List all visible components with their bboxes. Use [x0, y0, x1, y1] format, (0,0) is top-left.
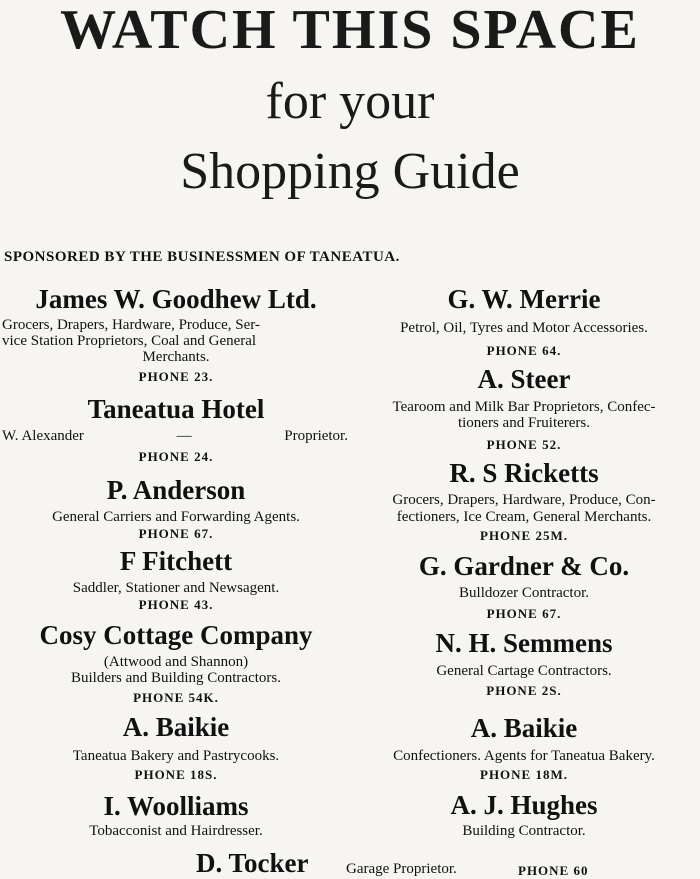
business-name-ricketts: R. S Ricketts: [449, 458, 599, 488]
headline-for-your: for your: [265, 73, 435, 130]
business-name-tocker: D. Tocker: [196, 848, 309, 878]
business-name-fitchett: F Fitchett: [119, 546, 233, 576]
business-desc-baikie-right: Confectioners. Agents for Taneatua Bakery.: [393, 748, 655, 764]
business-desc-goodhew-3: Merchants.: [142, 349, 210, 365]
business-desc-steer-1: Tearoom and Milk Bar Proprietors, Confec-: [392, 399, 656, 415]
business-name-baikie-right: A. Baikie: [470, 713, 578, 743]
business-phone-cosy-cottage: PHONE 54K.: [133, 690, 219, 705]
business-name-anderson: P. Anderson: [106, 475, 246, 505]
business-desc-cosy-cottage-1: (Attwood and Shannon): [103, 654, 249, 670]
headline-shopping-guide: Shopping Guide: [180, 143, 520, 200]
business-desc-anderson: General Carriers and Forwarding Agents.: [52, 509, 300, 525]
business-desc-hughes: Building Contractor.: [462, 823, 586, 839]
business-phone-steer: PHONE 52.: [486, 437, 562, 452]
business-phone-baikie-left: PHONE 18S.: [134, 767, 218, 782]
business-name-hughes: A. J. Hughes: [450, 790, 598, 820]
business-phone-anderson: PHONE 67.: [138, 526, 214, 541]
business-phone-fitchett: PHONE 43.: [138, 597, 214, 612]
business-desc-gardner: Bulldozer Contractor.: [459, 585, 589, 601]
business-desc-goodhew-1: Grocers, Drapers, Hardware, Produce, Ser-: [2, 317, 260, 333]
hotel-owner: W. Alexander: [2, 428, 84, 444]
business-desc-semmens: General Cartage Contractors.: [436, 663, 612, 679]
business-name-taneatua-hotel: Taneatua Hotel: [87, 394, 265, 424]
business-desc-fitchett: Saddler, Stationer and Newsagent.: [72, 580, 280, 596]
business-name-merrie: G. W. Merrie: [447, 284, 601, 314]
business-desc-baikie-left: Taneatua Bakery and Pastrycooks.: [72, 748, 280, 764]
business-name-goodhew: James W. Goodhew Ltd.: [35, 284, 317, 314]
business-name-gardner: G. Gardner & Co.: [418, 551, 630, 581]
business-phone-goodhew: PHONE 23.: [138, 369, 214, 384]
hotel-dash: —: [176, 428, 192, 444]
business-desc-cosy-cottage-2: Builders and Building Contractors.: [71, 670, 281, 686]
business-phone-tocker: PHONE 60: [518, 863, 589, 878]
sponsor-line: SPONSORED BY THE BUSINESSMEN OF TANEATUA.: [4, 249, 400, 265]
business-name-semmens: N. H. Semmens: [435, 628, 613, 658]
business-desc-woolliams: Tobacconist and Hairdresser.: [89, 823, 263, 839]
business-phone-taneatua-hotel: PHONE 24.: [138, 449, 214, 464]
business-phone-gardner: PHONE 67.: [486, 606, 562, 621]
business-phone-ricketts: PHONE 25M.: [480, 528, 568, 543]
business-name-cosy-cottage: Cosy Cottage Company: [39, 620, 313, 650]
business-phone-semmens: PHONE 2S.: [486, 683, 562, 698]
business-desc-tocker: Garage Proprietor.: [346, 861, 457, 877]
headline-watch-this-space: WATCH THIS SPACE: [60, 0, 640, 61]
business-phone-merrie: PHONE 64.: [486, 343, 562, 358]
business-name-steer: A. Steer: [477, 364, 571, 394]
hotel-role: Proprietor.: [284, 428, 348, 444]
business-desc-merrie: Petrol, Oil, Tyres and Motor Accessories.: [400, 320, 648, 336]
business-desc-steer-2: tioners and Fruiterers.: [457, 415, 591, 431]
business-name-baikie-left: A. Baikie: [122, 712, 230, 742]
business-phone-baikie-right: PHONE 18M.: [480, 767, 568, 782]
business-desc-ricketts-1: Grocers, Drapers, Hardware, Produce, Con-: [392, 492, 656, 508]
business-desc-goodhew-2: vice Station Proprietors, Coal and General: [2, 333, 257, 349]
business-name-woolliams: I. Woolliams: [103, 791, 249, 821]
business-desc-taneatua-hotel: [2, 429, 348, 445]
business-desc-ricketts-2: fectioners, Ice Cream, General Merchants.: [396, 509, 652, 525]
